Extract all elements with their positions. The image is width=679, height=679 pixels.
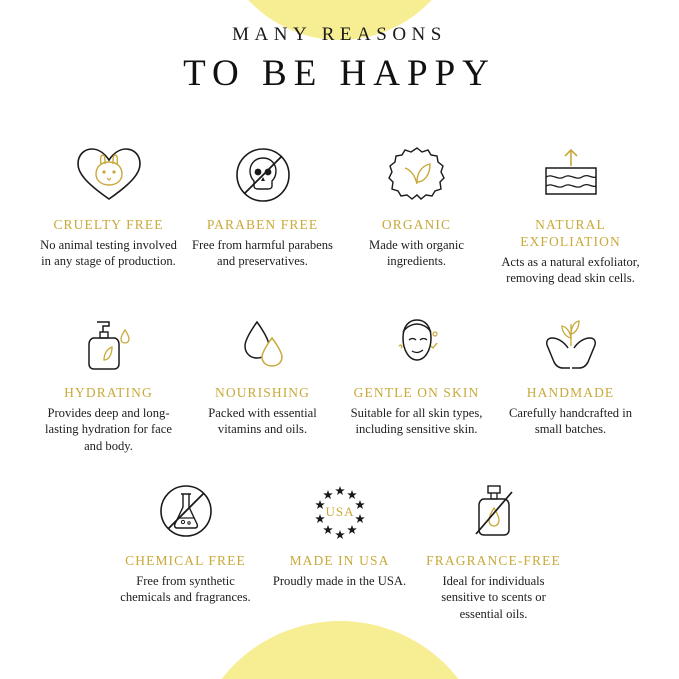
feature-gentle-on-skin <box>340 305 494 455</box>
organic-leaf-badge-icon <box>387 137 447 213</box>
skin-layers-exfoliation-icon <box>534 137 608 213</box>
feature-title: MADE IN USA <box>289 552 390 568</box>
feature-description: Free from synthetic chemicals and fragrances. <box>120 573 251 605</box>
feature-organic <box>340 137 494 287</box>
usa-badge-label: USA <box>324 503 355 519</box>
no-chemical-flask-icon <box>155 473 217 549</box>
feature-title: ORGANIC <box>381 217 452 232</box>
feature-description: Acts as a natural exfoliator, removing dead skin cells. <box>501 254 640 286</box>
heart-bunny-icon <box>74 137 144 213</box>
feature-description: Provides deep and long-lasting hydration for face and body. <box>45 405 172 454</box>
feature-title: NOURISHING <box>215 384 310 400</box>
feature-title: CRUELTY FREE <box>53 217 164 232</box>
feature-description: Ideal for individuals sensitive to scents or essential oils. <box>441 573 546 621</box>
feature-handmade <box>494 305 648 455</box>
decorative-blob-bottom <box>190 621 490 679</box>
page-title: TO BE HAPPY <box>183 53 496 94</box>
lotion-pump-bottle-icon <box>79 305 139 381</box>
feature-row <box>16 137 663 287</box>
feature-title: NATURAL EXFOLIATION <box>520 217 621 249</box>
feature-description: Made with organic ingredients. <box>369 237 464 269</box>
feature-paraben-free <box>186 137 340 287</box>
feature-title: GENTLE ON SKIN <box>353 384 480 400</box>
feature-title: PARABEN FREE <box>206 217 319 232</box>
feature-description: Suitable for all skin types, including sensitive skin. <box>350 405 483 437</box>
feature-title: FRAGRANCE-FREE <box>426 552 561 568</box>
feature-title: HANDMADE <box>526 384 615 400</box>
no-chemicals-skull-icon <box>232 137 294 213</box>
feature-description: No animal testing involved in any stage of production. <box>40 237 177 269</box>
feature-description: Proudly made in the USA. <box>272 573 407 588</box>
hands-holding-plant-icon <box>538 305 604 381</box>
feature-made-in-usa <box>263 473 417 623</box>
feature-description: Packed with essential vitamins and oils. <box>208 405 317 437</box>
feature-title: HYDRATING <box>64 384 153 400</box>
feature-row <box>16 305 663 455</box>
feature-nourishing <box>186 305 340 455</box>
eyebrow-text: MANY REASONS <box>232 24 447 45</box>
feature-title: CHEMICAL FREE <box>125 552 246 568</box>
feature-hydrating <box>32 305 186 455</box>
feature-natural-exfoliation <box>494 137 648 287</box>
usa-stars-badge-icon <box>308 473 372 549</box>
water-drops-icon <box>232 305 294 381</box>
feature-chemical-free <box>109 473 263 623</box>
feature-description: Carefully handcrafted in small batches. <box>508 405 633 437</box>
face-gentle-skin-icon <box>385 305 449 381</box>
no-fragrance-dropper-icon <box>464 473 524 549</box>
feature-fragrance-free <box>417 473 571 623</box>
features-grid <box>16 137 663 622</box>
feature-cruelty-free <box>32 137 186 287</box>
page-header <box>16 0 663 95</box>
feature-row <box>16 473 663 623</box>
feature-description: Free from harmful parabens and preservatives. <box>192 237 333 269</box>
